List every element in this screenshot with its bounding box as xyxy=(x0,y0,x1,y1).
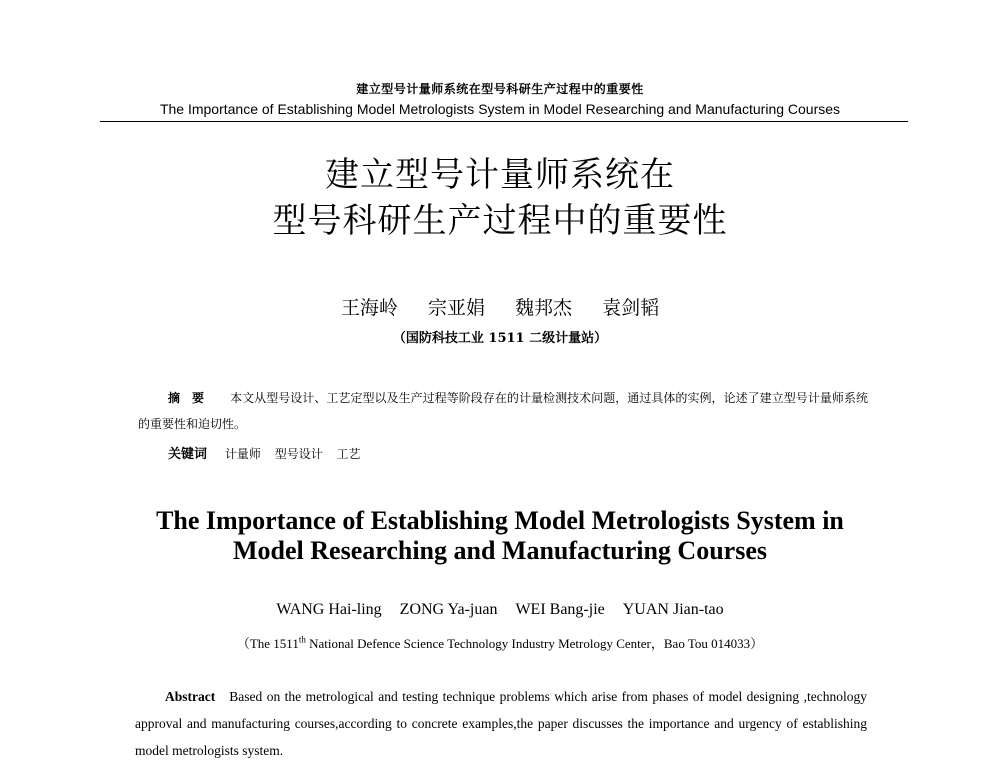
abstract-en xyxy=(135,683,867,764)
keywords-cn xyxy=(168,443,371,462)
keyword-cn-3: 工艺 xyxy=(336,447,361,461)
running-header-en: The Importance of Establishing Model Metrologists System in Model Researching and Manufacturing Courses xyxy=(159,101,841,117)
affiliation-en-suffix: National Defence Science Technology Industry Metrology Center，Bao Tou 014033） xyxy=(305,636,764,651)
author-en-1: WANG Hai-ling xyxy=(276,601,382,618)
abstract-cn-text: 本文从型号设计、工艺定型以及生产过程等阶段存在的计量检测技术问题，通过具体的实例，论述了建立型号计量师系统的重要性和迫切性。 xyxy=(138,391,868,431)
abstract-cn xyxy=(138,385,868,437)
running-header-cn: 建立型号计量师系统在型号科研生产过程中的重要性 xyxy=(356,82,644,96)
affiliation-en-sup: th xyxy=(298,634,306,645)
author-en-4: YUAN Jian-tao xyxy=(622,601,724,618)
abstract-cn-label: 摘要 xyxy=(168,391,217,405)
paper-title-cn xyxy=(0,152,1000,244)
authors-en xyxy=(0,601,1000,619)
paper-title-en xyxy=(0,506,1000,566)
author-en-3: WEI Bang-jie xyxy=(515,601,605,618)
author-cn-3: 魏邦杰 xyxy=(515,297,573,319)
paper-title-cn-line2: 型号科研生产过程中的重要性 xyxy=(272,201,728,241)
authors-cn xyxy=(0,293,1000,320)
keyword-cn-1: 计量师 xyxy=(224,447,261,461)
paper-title-en-line2: Model Researching and Manufacturing Courses xyxy=(233,536,767,565)
keywords-cn-label: 关键词 xyxy=(168,447,208,462)
author-cn-2: 宗亚娟 xyxy=(427,297,485,319)
affiliation-en-prefix: （The 1511 xyxy=(236,636,299,651)
author-cn-4: 袁剑韬 xyxy=(602,297,660,319)
author-en-2: ZONG Ya-juan xyxy=(399,601,498,618)
paper-title-en-line1: The Importance of Establishing Model Metrologists System in xyxy=(156,506,844,535)
author-cn-1: 王海岭 xyxy=(340,297,398,319)
keyword-cn-2: 型号设计 xyxy=(274,447,323,461)
abstract-en-text: Based on the metrological and testing technique problems which arise from phases of model designing ,technology approval and manufacturing courses,according to concrete examples,the paper discusses the importance and urgency of establishing model metrologists system. xyxy=(135,689,867,758)
paper-title-cn-line1: 建立型号计量师系统在 xyxy=(325,155,675,195)
abstract-en-label: Abstract xyxy=(165,689,216,704)
affiliation-cn: （国防科技工业 1511 二级计量站） xyxy=(392,331,608,346)
header-divider xyxy=(100,121,908,122)
affiliation-en xyxy=(0,633,1000,652)
